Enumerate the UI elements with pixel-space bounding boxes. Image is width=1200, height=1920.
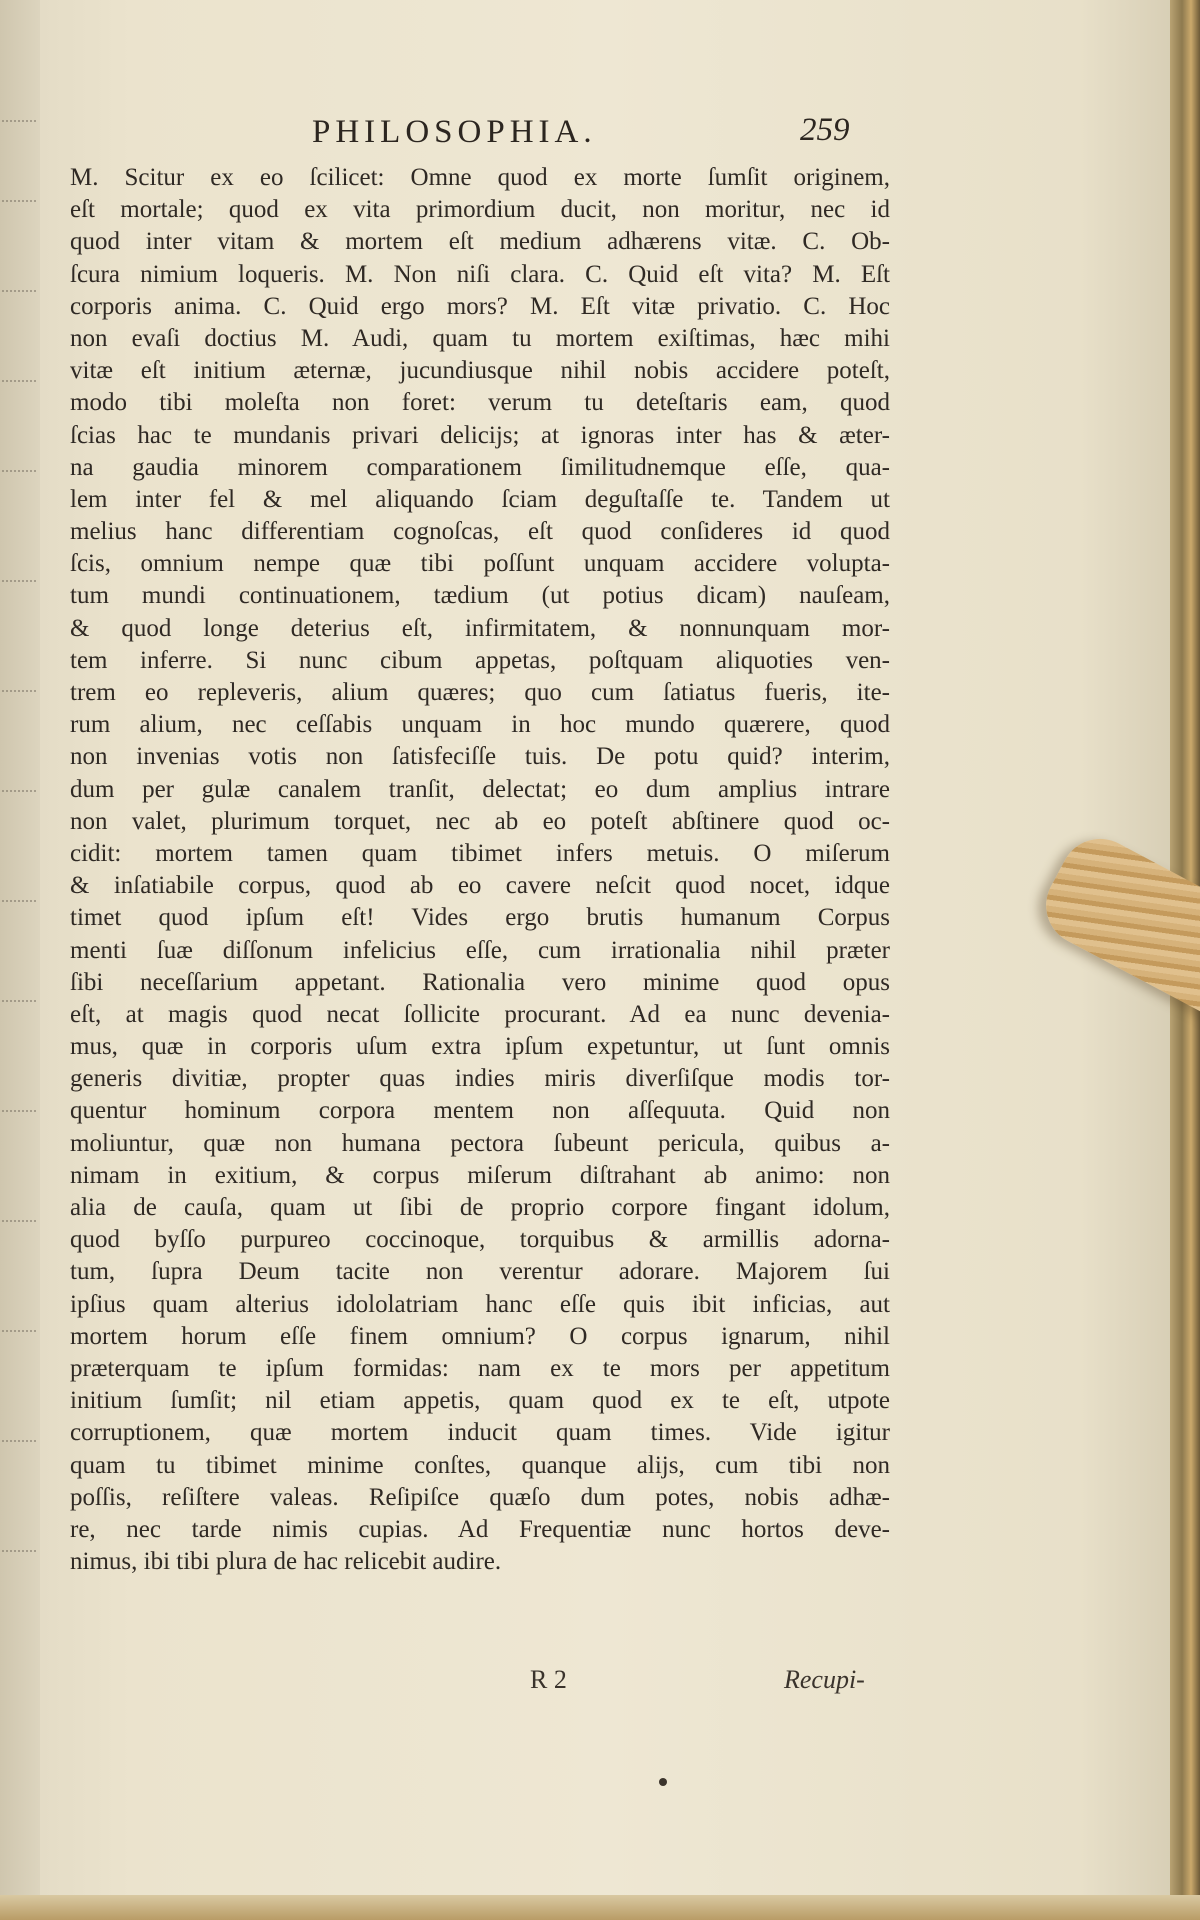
text-line: ſcias hac te mundanis privari delicijs; at ignoras inter has & æter- <box>70 421 890 449</box>
text-line: na gaudia minorem comparationem ſimilitudnemque eſſe, qua- <box>70 453 890 481</box>
facing-page-bleed <box>2 1440 36 1452</box>
text-line: trem eo repleveris, alium quæres; quo cum ſatiatus fueris, ite- <box>70 679 890 706</box>
facing-page-bleed <box>2 1000 36 1012</box>
running-head: PHILOSOPHIA. <box>312 114 597 150</box>
facing-page-bleed <box>2 580 36 592</box>
text-line: lem inter fel & mel aliquando ſciam deguſtaſſe te. Tandem ut <box>70 485 890 513</box>
text-line: tem inferre. Si nunc cibum appetas, poſtquam aliquoties ven- <box>70 646 890 674</box>
body-text <box>70 162 890 1578</box>
signature-mark: R 2 <box>530 1665 567 1694</box>
text-line: non invenias votis non ſatisfeciſſe tuis. De potu quid? interim, <box>70 743 890 771</box>
text-line: alia de cauſa, quam ut ſibi de proprio corpore fingant idolum, <box>70 1194 890 1221</box>
facing-page-bleed <box>2 1110 36 1122</box>
text-line: re, nec tarde nimis cupias. Ad Frequentiæ nunc hortos deve- <box>70 1515 890 1543</box>
facing-page-edge <box>0 0 43 1920</box>
facing-page-bleed <box>2 120 36 132</box>
facing-page-bleed <box>2 790 36 802</box>
catchword: Recupi- <box>784 1665 865 1694</box>
facing-page-bleed <box>2 380 36 392</box>
text-line: quentur hominum corpora mentem non aſſequuta. Quid non <box>70 1097 890 1125</box>
text-line: quod inter vitam & mortem eſt medium adhærens vitæ. C. Ob- <box>70 228 890 256</box>
facing-page-bleed <box>2 1550 36 1562</box>
facing-page-bleed <box>2 1330 36 1342</box>
text-line: vitæ eſt initium æternæ, jucundiusque nihil nobis accidere poteſt, <box>70 357 890 385</box>
text-line: melius hanc differentiam cognoſcas, eſt quod conſideres id quod <box>70 518 890 546</box>
text-line: nimus, ibi tibi plura de hac relicebit audire. <box>70 1548 502 1576</box>
text-line: dum per gulæ canalem tranſit, delectat; eo dum amplius intrare <box>70 775 890 803</box>
text-line: ſcis, omnium nempe quæ tibi poſſunt unquam accidere volupta- <box>70 550 890 578</box>
text-line: eſt mortale; quod ex vita primordium ducit, non moritur, nec id <box>70 196 890 224</box>
text-line: quam tu tibimet minime conſtes, quanque alijs, cum tibi non <box>70 1451 890 1479</box>
text-line: non evaſi doctius M. Audi, quam tu mortem exiſtimas, hæc mihi <box>70 324 890 352</box>
page-number: 259 <box>800 112 850 148</box>
text-line: mus, quæ in corporis uſum extra ipſum expetuntur, ut ſunt omnis <box>70 1033 890 1061</box>
text-line: nimam in exitium, & corpus miſerum diſtrahant ab animo: non <box>70 1161 890 1189</box>
text-line: eſt, at magis quod necat ſollicite procurant. Ad ea nunc devenia- <box>70 1000 890 1028</box>
facing-page-bleed <box>2 690 36 702</box>
text-line: & inſatiabile corpus, quod ab eo cavere neſcit quod nocet, idque <box>70 872 890 900</box>
text-line: corporis anima. C. Quid ergo mors? M. Eſt vitæ privatio. C. Hoc <box>70 292 890 320</box>
text-line: rum alium, nec ceſſabis unquam in hoc mundo quærere, quod <box>70 711 890 739</box>
page-bottom-edge <box>0 1895 1200 1920</box>
text-line: mortem horum eſſe finem omnium? O corpus ignarum, nihil <box>70 1322 890 1350</box>
text-line: poſſis, reſiſtere valeas. Reſipiſce quæſo dum potes, nobis adhæ- <box>70 1483 890 1511</box>
text-line: tum mundi continuationem, tædium (ut potius dicam) nauſeam, <box>70 582 890 610</box>
facing-page-bleed <box>2 200 36 212</box>
facing-page-bleed <box>2 900 36 912</box>
facing-page-bleed <box>2 1220 36 1232</box>
text-line: generis divitiæ, propter quas indies miris diverſiſque modis tor- <box>70 1065 890 1093</box>
text-line: & quod longe deterius eſt, infirmitatem, & nonnunquam mor- <box>70 614 890 642</box>
text-line: corruptionem, quæ mortem inducit quam times. Vide igitur <box>70 1419 890 1447</box>
text-line: præterquam te ipſum formidas: nam ex te mors per appetitum <box>70 1354 890 1382</box>
text-line: cidit: mortem tamen quam tibimet infers metuis. O miſerum <box>70 839 890 867</box>
facing-page-bleed <box>2 290 36 302</box>
text-line: timet quod ipſum eſt! Vides ergo brutis humanum Corpus <box>70 904 890 932</box>
ink-spot <box>659 1778 667 1786</box>
text-line: ſcura nimium loqueris. M. Non niſi clara. C. Quid eſt vita? M. Eſt <box>70 260 890 288</box>
text-line: non valet, plurimum torquet, nec ab eo poteſt abſtinere quod oc- <box>70 807 890 835</box>
text-line: menti ſuæ diſſonum infelicius eſſe, cum irrationalia nihil præter <box>70 936 890 964</box>
text-line: moliuntur, quæ non humana pectora ſubeunt pericula, quibus a- <box>70 1129 890 1157</box>
facing-page-bleed <box>2 470 36 482</box>
text-line: ſibi neceſſarium appetant. Rationalia vero minime quod opus <box>70 968 890 996</box>
text-line: M. Scitur ex eo ſcilicet: Omne quod ex morte ſumſit originem, <box>70 164 890 191</box>
text-line: quod byſſo purpureo coccinoque, torquibus & armillis adorna- <box>70 1226 890 1254</box>
text-line: ipſius quam alterius idololatriam hanc eſſe quis ibit inficias, aut <box>70 1290 890 1318</box>
text-line: modo tibi moleſta non foret: verum tu deteſtaris eam, quod <box>70 389 890 417</box>
text-line: initium ſumſit; nil etiam appetis, quam quod ex te eſt, utpote <box>70 1387 890 1415</box>
text-line: tum, ſupra Deum tacite non verentur adorare. Majorem ſui <box>70 1258 890 1286</box>
